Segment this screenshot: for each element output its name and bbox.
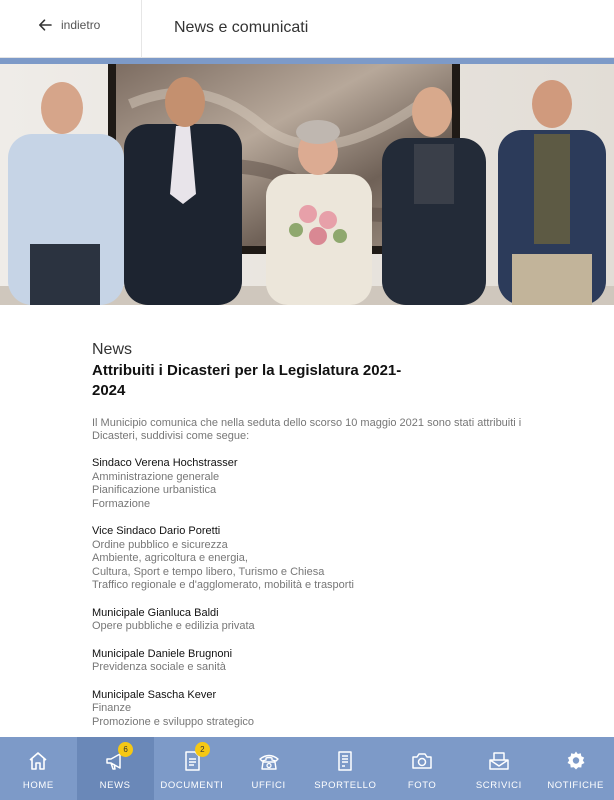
bottom-nav bbox=[0, 737, 614, 800]
nav-uffici[interactable] bbox=[230, 737, 307, 800]
nav-scrivici[interactable] bbox=[461, 737, 538, 800]
entry-name: Municipale Gianluca Baldi bbox=[92, 606, 219, 619]
back-button[interactable] bbox=[38, 18, 100, 32]
article bbox=[92, 340, 532, 729]
entry-line: Ordine pubblico e sicurezza bbox=[92, 538, 228, 551]
entry-line: Opere pubbliche e edilizia privata bbox=[92, 620, 255, 632]
nav-label: FOTO bbox=[407, 780, 437, 791]
news-badge: 6 bbox=[118, 742, 133, 757]
nav-foto[interactable] bbox=[384, 737, 461, 800]
nav-label: NEWS bbox=[99, 780, 131, 791]
entry-line: Amministrazione generale bbox=[92, 470, 220, 483]
phone-icon bbox=[258, 750, 280, 772]
header-divider bbox=[141, 0, 142, 58]
news-photo bbox=[0, 64, 614, 305]
dicastero-entry bbox=[92, 607, 532, 634]
nav-label: SCRIVICI bbox=[475, 780, 522, 791]
nav-label: SPORTELLO bbox=[314, 780, 377, 791]
nav-documenti[interactable] bbox=[154, 737, 231, 800]
entry-name: Vice Sindaco Dario Poretti bbox=[92, 525, 221, 537]
nav-label: DOCUMENTI bbox=[160, 780, 224, 791]
nav-sportello[interactable] bbox=[307, 737, 384, 800]
form-icon bbox=[334, 750, 356, 772]
article-headline: Attribuiti i Dicasteri per la Legislatura 2021-2024 bbox=[92, 362, 402, 399]
nav-label: UFFICI bbox=[251, 780, 286, 791]
page-title: News e comunicati bbox=[174, 19, 309, 36]
entry-line: Ambiente, agricoltura e energia, bbox=[92, 552, 248, 564]
entry-line: Cultura, Sport e tempo libero, Turismo e Chiesa bbox=[92, 565, 325, 578]
dicastero-entry bbox=[92, 525, 532, 593]
dicastero-entry bbox=[92, 457, 532, 511]
back-label: indietro bbox=[61, 18, 101, 32]
home-icon bbox=[27, 750, 49, 772]
arrow-left-icon bbox=[38, 18, 52, 32]
dicastero-entry bbox=[92, 648, 532, 675]
entry-line: Pianificazione urbanistica bbox=[92, 484, 217, 496]
nav-home[interactable] bbox=[0, 737, 77, 800]
entry-line: Finanze bbox=[92, 702, 132, 714]
nav-label: NOTIFICHE bbox=[547, 780, 604, 791]
entry-line: Previdenza sociale e sanità bbox=[92, 661, 226, 673]
entry-line: Traffico regionale e d'agglomerato, mobilità e trasporti bbox=[92, 579, 354, 591]
nav-notifiche[interactable] bbox=[537, 737, 614, 800]
dicastero-entry bbox=[92, 689, 532, 730]
nav-label: HOME bbox=[22, 780, 54, 791]
nav-news[interactable] bbox=[77, 737, 154, 800]
gear-icon bbox=[565, 750, 587, 772]
documenti-badge: 2 bbox=[195, 742, 210, 757]
article-category: News bbox=[92, 341, 133, 358]
entry-name: Municipale Sascha Kever bbox=[92, 688, 217, 701]
mail-icon bbox=[488, 750, 510, 772]
entry-name: Sindaco Verena Hochstrasser bbox=[92, 457, 238, 469]
app-header bbox=[0, 0, 614, 58]
entry-line: Promozione e sviluppo strategico bbox=[92, 715, 255, 728]
camera-icon bbox=[411, 750, 433, 772]
entry-name: Municipale Daniele Brugnoni bbox=[92, 647, 233, 660]
article-intro: Il Municipio comunica che nella seduta dello scorso 10 maggio 2021 sono stati attribuiti i Dicasteri, suddivisi come segue: bbox=[92, 417, 522, 442]
entry-line: Formazione bbox=[92, 497, 151, 510]
